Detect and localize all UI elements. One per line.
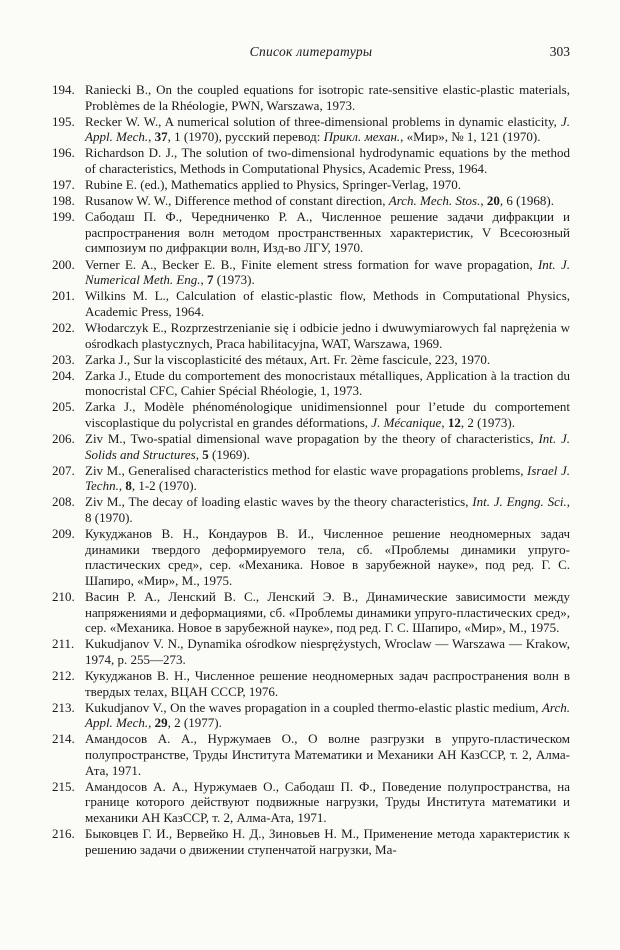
reference-text: Wilkins M. L., Calculation of elastic-plastic flow, Methods in Computational Physics, Academic Press, 1964. — [85, 288, 570, 319]
reference-text: Кукуджанов В. Н., Численное решение неодномерных задач распространения волн в твердых телах, ВЦАН СССР, 1976. — [85, 667, 570, 699]
reference-number: 201. — [52, 288, 75, 304]
reference-number: 194. — [52, 82, 75, 97]
reference-number: 197. — [52, 177, 75, 193]
reference-text: Verner E. A., Becker E. B., Finite element stress formation for wave propagation, Int. J. Numerical Meth. Eng., 7 (1973). — [85, 256, 570, 288]
reference-entry — [52, 399, 570, 430]
reference-text: Rubine E. (ed.), Mathematics applied to Physics, Springer-Verlag, 1970. — [85, 177, 461, 193]
reference-number: 211. — [52, 636, 75, 652]
reference-text: Амандосов А. А., Нуржумаев О., Сабодаш П. Ф., Поведение полупространства, на границе которого действуют подвижные нагрузки, Труды Института математики и механики АН КазССР, т. 2, Алма-Ата, 1971. — [85, 778, 570, 825]
reference-number: 202. — [52, 319, 75, 335]
reference-text: Kukudjanov V. N., Dynamika ośrodkow niesprężystych, Wroclaw — Warszawa — Krakow, 1974, p. 255—273. — [85, 636, 570, 667]
reference-entry — [52, 82, 570, 113]
reference-number: 210. — [52, 589, 75, 604]
reference-text: Recker W. W., A numerical solution of three-dimensional problems in dynamic elasticity, J. Appl. Mech., 37, 1 (1970), русский перевод: Прикл. механ., «Мир», № 1, 121 (1970). — [85, 113, 570, 145]
reference-number: 204. — [52, 367, 75, 383]
reference-entry — [52, 352, 570, 368]
reference-entry — [52, 826, 570, 857]
reference-entry — [52, 320, 570, 351]
reference-text: Кукуджанов В. Н., Кондауров В. И., Численное решение неодномерных задач динамики твердого деформируемого тела, сб. «Проблемы динамики упруго-пластических сред», сер. «Механика. Новое в зарубежной науке», под ред. Г. С. Шапиро, «Мир», М., 1975. — [85, 526, 570, 588]
page-title: Список литературы — [249, 44, 373, 59]
page-number: 303 — [549, 44, 570, 59]
reference-list — [52, 82, 570, 857]
reference-number: 213. — [52, 699, 75, 715]
reference-number: 209. — [52, 526, 75, 542]
reference-entry — [52, 779, 570, 826]
reference-text: Быковцев Г. И., Вервейко Н. Д., Зиновьев Н. М., Применение метода характеристик к решению задачи о движении ступенчатой нагрузки, Ма- — [85, 825, 570, 857]
reference-entry — [52, 145, 570, 176]
reference-number: 195. — [52, 113, 75, 129]
reference-entry — [52, 288, 570, 319]
reference-number: 212. — [52, 667, 75, 683]
reference-entry — [52, 209, 570, 256]
reference-text: Raniecki B., On the coupled equations for isotropic rate-sensitive elastic-plastic materials, Problèmes de la Rhéologie, PWN, Warszawa, 1973. — [85, 82, 570, 113]
reference-text: Zarka J., Etude du comportement des monocristaux métalliques, Application à la traction du monocristal CFC, Cahier Spécial Rhéologie, 1, 1973. — [85, 367, 570, 399]
reference-text: Kukudjanov V., On the waves propagation in a coupled thermo-elastic plastic medium, Arch. Appl. Mech., 29, 2 (1977). — [85, 699, 570, 731]
reference-number: 215. — [52, 778, 75, 794]
reference-number: 205. — [52, 399, 75, 415]
reference-entry — [52, 257, 570, 288]
reference-entry — [52, 494, 570, 525]
reference-entry — [52, 463, 570, 494]
reference-number: 200. — [52, 256, 75, 272]
reference-entry — [52, 193, 570, 209]
reference-entry — [52, 589, 570, 636]
reference-number: 198. — [52, 193, 75, 209]
reference-number: 216. — [52, 825, 75, 841]
reference-entry — [52, 636, 570, 667]
running-head — [52, 44, 570, 66]
reference-text: Ziv M., Generalised characteristics method for elastic wave propagations problems, Israel J. Techn., 8, 1-2 (1970). — [85, 462, 570, 494]
reference-entry — [52, 700, 570, 731]
reference-text: Сабодаш П. Ф., Чередниченко Р. А., Численное решение задачи дифракции и распространения волн методом пространственных характеристик, V Всесоюзный симпозиум по дифракции волн, Изд-во ЛГУ, 1970. — [85, 209, 570, 256]
reference-text: Zarka J., Modèle phénoménologique unidimensionnel pour l’etude du comportement viscoplastique du polycristal en grandes déformations, J. Mécanique, 12, 2 (1973). — [85, 399, 570, 430]
reference-number: 208. — [52, 494, 75, 510]
reference-number: 207. — [52, 462, 75, 478]
reference-text: Zarka J., Sur la viscoplasticité des métaux, Art. Fr. 2ème fascicule, 223, 1970. — [85, 351, 491, 367]
reference-text: Richardson D. J., The solution of two-dimensional hydrodynamic equations by the method of characteristics, Methods in Computational Physics, Academic Press, 1964. — [85, 145, 570, 176]
reference-text: Rusanow W. W., Difference method of constant direction, Arch. Mech. Stos., 20, 6 (1968). — [85, 193, 555, 209]
reference-entry — [52, 114, 570, 145]
reference-number: 214. — [52, 731, 75, 747]
reference-text: Васин Р. А., Ленский В. С., Ленский Э. В., Динамические зависимости между напряжениями и деформациями, сб. «Проблемы динамики упруго-пластических сред», сер. «Механика. Новое в зарубежной науке», под ред. Г. С. Шапиро, «Мир», М., 1975. — [85, 589, 570, 636]
reference-entry — [52, 368, 570, 399]
reference-entry — [52, 177, 570, 193]
reference-number: 206. — [52, 431, 75, 447]
reference-entry — [52, 431, 570, 462]
reference-number: 199. — [52, 209, 75, 225]
reference-text: Włodarczyk E., Rozprzestrzenianie się i odbicie jedno i dwuwymiarowych fal naprężenia w ośrodkach plastycznych, Praca habilitacyjna, WAT, Warszawa, 1969. — [85, 319, 570, 351]
reference-text: Ziv M., The decay of loading elastic waves by the theory characteristics, Int. J. Engng. Sci., 8 (1970). — [85, 494, 570, 526]
reference-entry — [52, 668, 570, 699]
reference-text: Ziv M., Two-spatial dimensional wave propagation by the theory of characteristics, Int. J. Solids and Structures, 5 (1969). — [85, 431, 570, 462]
reference-entry — [52, 526, 570, 588]
reference-number: 196. — [52, 145, 75, 161]
reference-text: Амандосов А. А., Нуржумаев О., О волне разгрузки в упруго-пластическом полупространстве, Труды Института Математики и Механики АН КазССР, т. 2, Алма-Ата, 1971. — [85, 731, 570, 778]
reference-entry — [52, 731, 570, 778]
reference-number: 203. — [52, 351, 75, 367]
